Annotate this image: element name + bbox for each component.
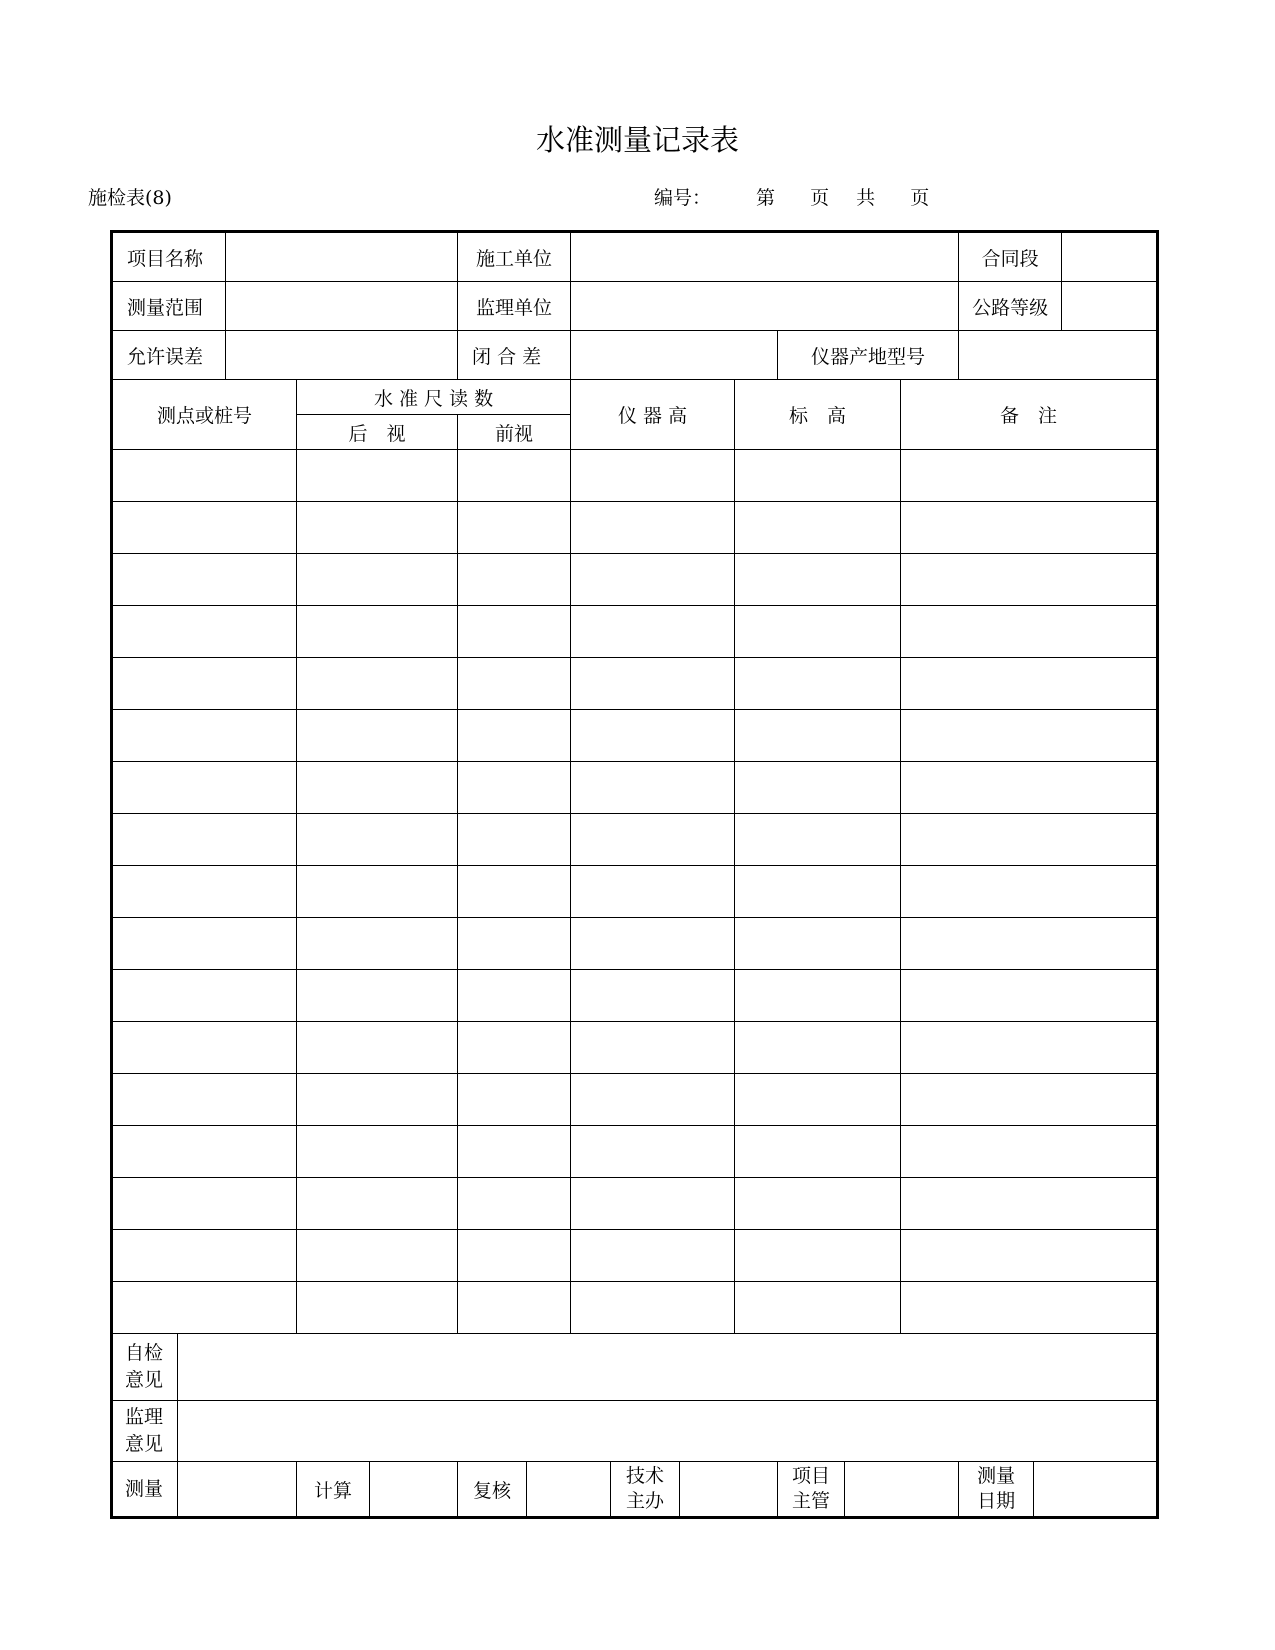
foresight-cell[interactable] xyxy=(458,1230,571,1282)
number-label: 编号： xyxy=(654,187,712,209)
foresight-cell[interactable] xyxy=(458,762,571,814)
data-rows xyxy=(112,450,1158,1334)
project-sign-label-line2: 主管 xyxy=(792,1490,831,1512)
form-code: 施检表(8) xyxy=(88,187,172,209)
tech-sign-split xyxy=(611,1462,778,1518)
instrument-height-cell[interactable] xyxy=(571,1282,735,1334)
remarks-cell[interactable] xyxy=(901,1230,1158,1282)
table-row xyxy=(112,606,1158,658)
table-row xyxy=(112,1230,1158,1282)
station-cell[interactable] xyxy=(112,554,297,606)
backsight-cell[interactable] xyxy=(297,814,458,866)
station-cell[interactable] xyxy=(112,762,297,814)
backsight-cell[interactable] xyxy=(297,970,458,1022)
station-cell[interactable] xyxy=(112,1126,297,1178)
allowable-error-value[interactable] xyxy=(226,331,458,380)
elevation-cell[interactable] xyxy=(735,502,901,554)
backsight-cell[interactable] xyxy=(297,1074,458,1126)
station-cell[interactable] xyxy=(112,450,297,502)
remarks-header: 备 注 xyxy=(901,380,1158,450)
station-header: 测点或桩号 xyxy=(112,380,297,450)
level-survey-table xyxy=(110,230,1159,1519)
station-cell[interactable] xyxy=(112,710,297,762)
tech-sign-label-line1: 技术 xyxy=(626,1465,665,1487)
backsight-cell[interactable] xyxy=(297,1178,458,1230)
page-info xyxy=(654,183,929,210)
instrument-height-cell[interactable] xyxy=(571,970,735,1022)
instrument-height-cell[interactable] xyxy=(571,450,735,502)
self-check-label-line2: 意见 xyxy=(125,1369,164,1391)
supervision-unit-label: 监理单位 xyxy=(458,282,571,331)
self-check-label xyxy=(112,1334,178,1401)
foresight-cell[interactable] xyxy=(458,502,571,554)
instrument-height-cell[interactable] xyxy=(571,658,735,710)
construction-unit-value[interactable] xyxy=(571,232,959,282)
foresight-cell[interactable] xyxy=(458,710,571,762)
page-label: 页 xyxy=(810,187,830,209)
self-check-value[interactable] xyxy=(178,1334,1158,1401)
foresight-cell[interactable] xyxy=(458,554,571,606)
instrument-height-cell[interactable] xyxy=(571,1126,735,1178)
date-sign-label xyxy=(959,1462,1034,1516)
table-row xyxy=(112,502,1158,554)
header-row-3 xyxy=(112,331,1158,380)
self-check-row xyxy=(112,1334,1158,1401)
instrument-height-cell[interactable] xyxy=(571,866,735,918)
elevation-cell[interactable] xyxy=(735,606,901,658)
supervision-label xyxy=(112,1401,178,1462)
backsight-cell[interactable] xyxy=(297,762,458,814)
table-row xyxy=(112,814,1158,866)
station-cell[interactable] xyxy=(112,814,297,866)
remarks-cell[interactable] xyxy=(901,970,1158,1022)
backsight-cell[interactable] xyxy=(297,658,458,710)
station-cell[interactable] xyxy=(112,866,297,918)
road-grade-label: 公路等级 xyxy=(959,282,1062,331)
elevation-cell[interactable] xyxy=(735,450,901,502)
table-row xyxy=(112,866,1158,918)
instrument-height-cell[interactable] xyxy=(571,1178,735,1230)
supervision-row xyxy=(112,1401,1158,1462)
elevation-cell[interactable] xyxy=(735,1126,901,1178)
project-name-label: 项目名称 xyxy=(112,232,226,282)
remarks-cell[interactable] xyxy=(901,1282,1158,1334)
foresight-cell[interactable] xyxy=(458,970,571,1022)
backsight-cell[interactable] xyxy=(297,1126,458,1178)
remarks-cell[interactable] xyxy=(901,762,1158,814)
station-cell[interactable] xyxy=(112,1178,297,1230)
instrument-height-cell[interactable] xyxy=(571,1022,735,1074)
instrument-height-cell[interactable] xyxy=(571,762,735,814)
project-sign-value[interactable] xyxy=(845,1462,958,1516)
backsight-header: 后 视 xyxy=(297,415,458,450)
project-sign-label xyxy=(778,1462,845,1516)
contract-section-value[interactable] xyxy=(1062,232,1158,282)
self-check-label-line1: 自检 xyxy=(125,1342,164,1364)
backsight-cell[interactable] xyxy=(297,1230,458,1282)
foresight-cell[interactable] xyxy=(458,918,571,970)
station-cell[interactable] xyxy=(112,1022,297,1074)
road-grade-value[interactable] xyxy=(1062,282,1158,331)
table-row xyxy=(112,1074,1158,1126)
remarks-cell[interactable] xyxy=(901,814,1158,866)
foresight-cell[interactable] xyxy=(458,866,571,918)
backsight-cell[interactable] xyxy=(297,606,458,658)
supervision-value[interactable] xyxy=(178,1401,1158,1462)
instrument-model-label: 仪器产地型号 xyxy=(778,331,959,380)
foresight-cell[interactable] xyxy=(458,1178,571,1230)
date-sign-label-line2: 日期 xyxy=(977,1490,1016,1512)
backsight-cell[interactable] xyxy=(297,1022,458,1074)
project-name-value[interactable] xyxy=(226,232,458,282)
signature-row xyxy=(112,1462,1158,1518)
backsight-cell[interactable] xyxy=(297,554,458,606)
instrument-model-value[interactable] xyxy=(959,331,1158,380)
elevation-cell[interactable] xyxy=(735,554,901,606)
instrument-height-header: 仪 器 高 xyxy=(571,380,735,450)
date-sign-label-line1: 测量 xyxy=(977,1465,1016,1487)
backsight-cell[interactable] xyxy=(297,710,458,762)
remarks-cell[interactable] xyxy=(901,866,1158,918)
supervision-label-line2: 意见 xyxy=(125,1433,164,1455)
remarks-cell[interactable] xyxy=(901,450,1158,502)
page-title: 水准测量记录表 xyxy=(535,123,739,157)
construction-unit-label: 施工单位 xyxy=(458,232,571,282)
table-row xyxy=(112,450,1158,502)
foresight-cell[interactable] xyxy=(458,606,571,658)
calculation-sign-label: 计算 xyxy=(297,1462,370,1518)
instrument-height-cell[interactable] xyxy=(571,710,735,762)
elevation-cell[interactable] xyxy=(735,970,901,1022)
elevation-cell[interactable] xyxy=(735,1282,901,1334)
elevation-cell[interactable] xyxy=(735,1074,901,1126)
calculation-sign-value[interactable] xyxy=(370,1462,458,1518)
review-sign-value[interactable] xyxy=(527,1462,610,1516)
table-row xyxy=(112,710,1158,762)
elevation-cell[interactable] xyxy=(735,918,901,970)
instrument-height-cell[interactable] xyxy=(571,814,735,866)
table-row xyxy=(112,658,1158,710)
remarks-cell[interactable] xyxy=(901,918,1158,970)
station-cell[interactable] xyxy=(112,1282,297,1334)
page-no-label: 第 xyxy=(756,187,776,209)
allowable-error-label: 允许误差 xyxy=(112,331,226,380)
station-cell[interactable] xyxy=(112,918,297,970)
station-cell[interactable] xyxy=(112,1230,297,1282)
foresight-header: 前视 xyxy=(458,415,571,450)
foresight-cell[interactable] xyxy=(458,1282,571,1334)
table-row xyxy=(112,1022,1158,1074)
station-cell[interactable] xyxy=(112,1074,297,1126)
backsight-cell[interactable] xyxy=(297,502,458,554)
foresight-cell[interactable] xyxy=(458,1126,571,1178)
elevation-cell[interactable] xyxy=(735,710,901,762)
remarks-cell[interactable] xyxy=(901,1074,1158,1126)
remarks-cell[interactable] xyxy=(901,554,1158,606)
foresight-cell[interactable] xyxy=(458,1022,571,1074)
column-header-row-1 xyxy=(112,380,1158,415)
remarks-cell[interactable] xyxy=(901,502,1158,554)
remarks-cell[interactable] xyxy=(901,1126,1158,1178)
instrument-height-cell[interactable] xyxy=(571,502,735,554)
instrument-height-cell[interactable] xyxy=(571,1230,735,1282)
survey-range-value[interactable] xyxy=(226,282,458,331)
elevation-cell[interactable] xyxy=(735,658,901,710)
tech-sign-value[interactable] xyxy=(680,1462,777,1516)
remarks-cell[interactable] xyxy=(901,1178,1158,1230)
contract-section-label: 合同段 xyxy=(959,232,1062,282)
closure-error-value[interactable] xyxy=(571,331,778,380)
station-cell[interactable] xyxy=(112,502,297,554)
survey-sign-label: 测量 xyxy=(112,1462,178,1518)
elevation-cell[interactable] xyxy=(735,814,901,866)
instrument-height-cell[interactable] xyxy=(571,1074,735,1126)
table-row xyxy=(112,1126,1158,1178)
foresight-cell[interactable] xyxy=(458,1074,571,1126)
date-sign-value[interactable] xyxy=(1034,1462,1156,1516)
supervision-unit-value[interactable] xyxy=(571,282,959,331)
instrument-height-cell[interactable] xyxy=(571,918,735,970)
table-row xyxy=(112,1282,1158,1334)
tech-sign-label xyxy=(611,1462,680,1516)
survey-range-label: 测量范围 xyxy=(112,282,226,331)
elevation-cell[interactable] xyxy=(735,762,901,814)
station-cell[interactable] xyxy=(112,658,297,710)
instrument-height-cell[interactable] xyxy=(571,606,735,658)
total-page-label: 页 xyxy=(910,187,930,209)
elevation-cell[interactable] xyxy=(735,866,901,918)
rod-reading-header: 水 准 尺 读 数 xyxy=(297,380,571,415)
review-split xyxy=(458,1462,611,1518)
elevation-header: 标 高 xyxy=(735,380,901,450)
elevation-cell[interactable] xyxy=(735,1230,901,1282)
instrument-height-cell[interactable] xyxy=(571,554,735,606)
station-cell[interactable] xyxy=(112,606,297,658)
review-sign-label: 复核 xyxy=(458,1462,527,1516)
supervision-label-line1: 监理 xyxy=(125,1406,164,1428)
remarks-cell[interactable] xyxy=(901,658,1158,710)
closure-error-label: 闭 合 差 xyxy=(458,331,571,380)
elevation-cell[interactable] xyxy=(735,1022,901,1074)
remarks-cell[interactable] xyxy=(901,710,1158,762)
header-row-1 xyxy=(112,232,1158,282)
backsight-cell[interactable] xyxy=(297,1282,458,1334)
project-sign-label-line1: 项目 xyxy=(792,1465,831,1487)
project-sign-split xyxy=(778,1462,959,1518)
backsight-cell[interactable] xyxy=(297,866,458,918)
table-row xyxy=(112,970,1158,1022)
backsight-cell[interactable] xyxy=(297,450,458,502)
table-row xyxy=(112,762,1158,814)
elevation-cell[interactable] xyxy=(735,1178,901,1230)
remarks-cell[interactable] xyxy=(901,1022,1158,1074)
foresight-cell[interactable] xyxy=(458,814,571,866)
total-label: 共 xyxy=(856,187,876,209)
table-row xyxy=(112,1178,1158,1230)
foresight-cell[interactable] xyxy=(458,450,571,502)
header-row-2 xyxy=(112,282,1158,331)
table-row xyxy=(112,554,1158,606)
date-sign-split xyxy=(959,1462,1158,1518)
remarks-cell[interactable] xyxy=(901,606,1158,658)
station-cell[interactable] xyxy=(112,970,297,1022)
foresight-cell[interactable] xyxy=(458,658,571,710)
table-row xyxy=(112,918,1158,970)
backsight-cell[interactable] xyxy=(297,918,458,970)
tech-sign-label-line2: 主办 xyxy=(626,1490,665,1512)
survey-sign-value[interactable] xyxy=(178,1462,297,1518)
